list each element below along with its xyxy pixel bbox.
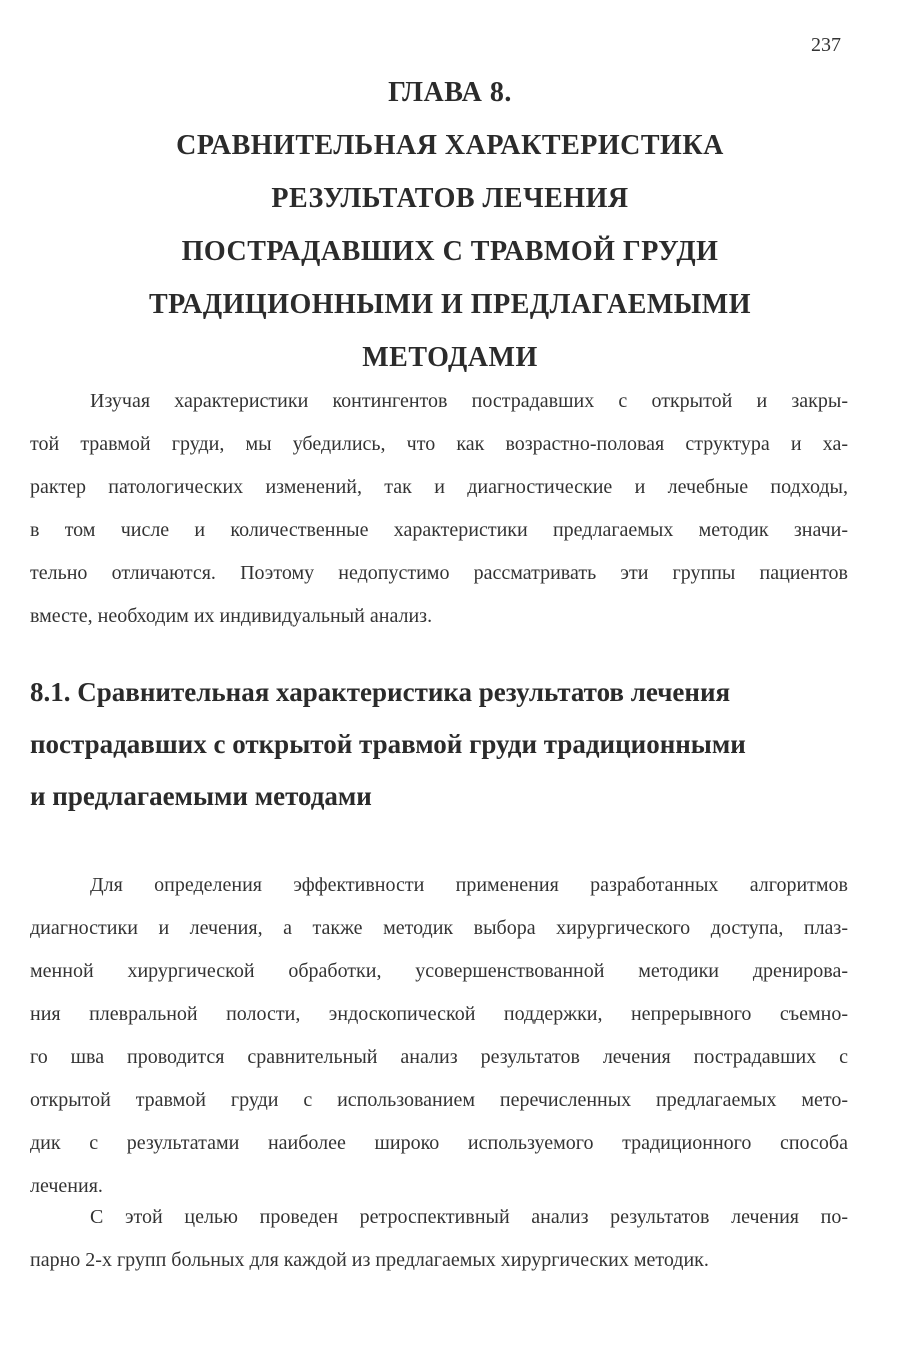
chapter-heading-line: ГЛАВА 8. bbox=[388, 77, 512, 108]
text-line: вместе, необходим их индивидуальный анализ. bbox=[30, 605, 433, 627]
section-heading-line: 8.1. Сравнительная характеристика результатов лечения bbox=[30, 677, 731, 707]
text-line: Изучая характеристики контингентов пострадавших с открытой и закры- bbox=[90, 390, 848, 412]
analysis-paragraph bbox=[30, 1196, 848, 1282]
text-line: рактер патологических изменений, так и диагностические и лечебные подходы, bbox=[30, 476, 848, 498]
chapter-heading-line: ПОСТРАДАВШИХ С ТРАВМОЙ ГРУДИ bbox=[181, 236, 719, 267]
chapter-heading bbox=[60, 66, 840, 384]
section-heading-line: и предлагаемыми методами bbox=[30, 781, 372, 811]
section-heading bbox=[30, 666, 848, 822]
intro-paragraph bbox=[30, 380, 848, 638]
text-line: дик с результатами наиболее широко используемого традиционного способа bbox=[30, 1132, 848, 1154]
text-line: менной хирургической обработки, усовершенствованной методики дренирова- bbox=[30, 960, 848, 982]
chapter-heading-line: МЕТОДАМИ bbox=[362, 342, 538, 373]
section-heading-line: пострадавших с открытой травмой груди традиционными bbox=[30, 729, 746, 759]
page-number: 237 bbox=[811, 34, 841, 56]
text-line: открытой травмой груди с использованием перечисленных предлагаемых мето- bbox=[30, 1089, 848, 1111]
text-line: лечения. bbox=[30, 1175, 103, 1197]
text-line: ния плевральной полости, эндоскопической поддержки, непрерывного съемно- bbox=[30, 1003, 848, 1025]
text-line: го шва проводится сравнительный анализ результатов лечения пострадавших с bbox=[30, 1046, 848, 1068]
method-paragraph bbox=[30, 864, 848, 1208]
text-line: С этой целью проведен ретроспективный анализ результатов лечения по- bbox=[90, 1206, 848, 1228]
chapter-heading-line: РЕЗУЛЬТАТОВ ЛЕЧЕНИЯ bbox=[271, 183, 629, 214]
text-line: Для определения эффективности применения разработанных алгоритмов bbox=[90, 874, 848, 896]
text-line: диагностики и лечения, а также методик выбора хирургического доступа, плаз- bbox=[30, 917, 848, 939]
text-line: в том числе и количественные характеристики предлагаемых методик значи- bbox=[30, 519, 848, 541]
chapter-heading-line: ТРАДИЦИОННЫМИ И ПРЕДЛАГАЕМЫМИ bbox=[148, 289, 752, 320]
text-line: парно 2-х групп больных для каждой из предлагаемых хирургических методик. bbox=[30, 1249, 709, 1271]
text-line: той травмой груди, мы убедились, что как возрастно-половая структура и ха- bbox=[30, 433, 848, 455]
chapter-heading-line: СРАВНИТЕЛЬНАЯ ХАРАКТЕРИСТИКА bbox=[176, 130, 724, 161]
text-line: тельно отличаются. Поэтому недопустимо рассматривать эти группы пациентов bbox=[30, 562, 848, 584]
